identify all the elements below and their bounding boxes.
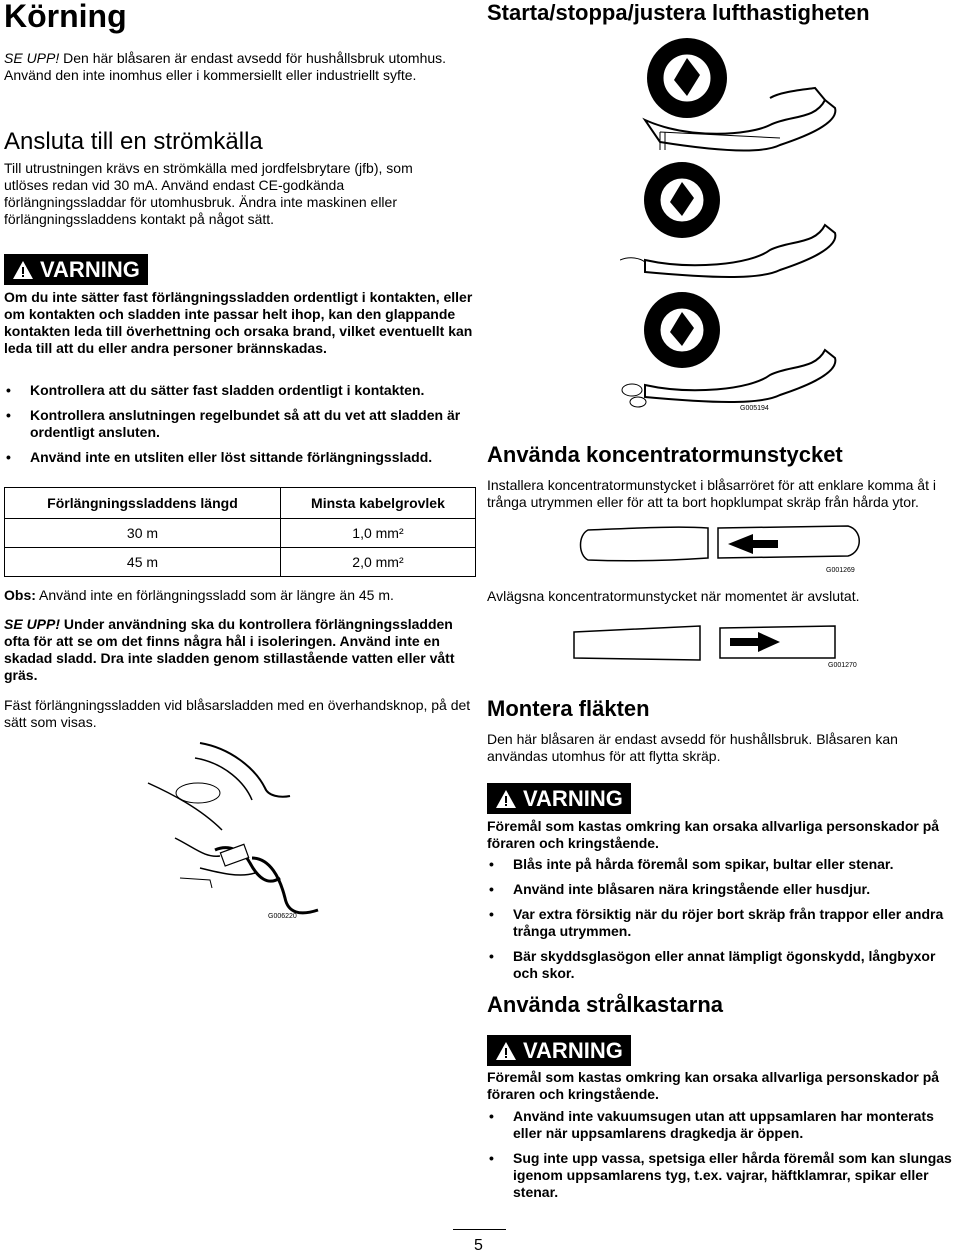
warning-banner [4, 254, 148, 285]
warning2-bullets [487, 856, 957, 990]
nozzle-install-illustration [578, 520, 878, 580]
warning-label: VARNING [40, 257, 140, 282]
figure-code: G005194 [740, 405, 769, 412]
speed-control-illustration [620, 30, 960, 415]
caution-text: Den här blåsaren är endast avsedd för hushållsbruk utomhus. Använd den inte inomhus eller i kommersiellt eller industriellt syfte. [4, 50, 447, 83]
caution-notice [4, 50, 474, 84]
jet-heading: Använda strålkastarna [487, 992, 723, 1017]
table-cell: 1,0 mm² [280, 519, 475, 548]
nozzle-text: Installera koncentratormunstycket i blåsarröret för att enklare komma åt i trånga utrymmen eller för att ta bort hopklumpat skräp från hårda ytor. [487, 477, 936, 510]
list-item: • Bär skyddsglasögon eller annat lämpligt ögonskydd, långbyxor och skor. [489, 948, 936, 981]
warning-label: VARNING [523, 1038, 623, 1063]
nozzle-remove-illustration [570, 618, 870, 678]
table-header: Förlängningssladdens längd [5, 488, 281, 519]
list-item: • Använd inte vakuumsugen utan att uppsamlaren har monterats eller när uppsamlarens dragkedja är öppen. [489, 1108, 934, 1141]
table-cell: 2,0 mm² [280, 548, 475, 577]
warning2-text: Föremål som kastas omkring kan orsaka allvarliga personskador på föraren och kringstående. [487, 818, 940, 851]
caution-label: SE UPP! [4, 616, 61, 632]
page-number: 5 [474, 1237, 483, 1254]
obs-label: Obs: [4, 587, 36, 603]
section-header: Starta/stoppa/justera lufthastigheten [487, 0, 870, 25]
nozzle-heading: Använda koncentratormunstycket [487, 442, 843, 467]
warning-triangle-icon [12, 260, 34, 280]
power-heading: Ansluta till en strömkälla [4, 128, 263, 155]
cord-table [4, 487, 476, 577]
attach-text: Fäst förlängningssladden vid blåsarsladden med en överhandsknop, på det sätt som visas. [4, 697, 471, 730]
warning1-bullets [4, 382, 480, 474]
figure-code: G001269 [826, 567, 855, 574]
obs-note [4, 587, 474, 604]
fan-heading: Montera fläkten [487, 696, 650, 721]
table-header: Minsta kabelgrovlek [280, 488, 475, 519]
warning-banner [487, 783, 631, 814]
list-item: • Var extra försiktig när du röjer bort skräp från trappor eller andra trånga utrymmen. [489, 906, 944, 939]
table-cell: 45 m [5, 548, 281, 577]
warning3-bullets [487, 1108, 957, 1209]
figure-code: G001270 [828, 662, 857, 669]
list-item: • Använd inte blåsaren nära kringstående eller husdjur. [489, 881, 871, 897]
page-title: Körning [4, 0, 127, 34]
warning3-text: Föremål som kastas omkring kan orsaka allvarliga personskador på föraren och kringstående. [487, 1069, 940, 1102]
obs-text: Använd inte en förlängningssladd som är längre än 45 m. [35, 587, 394, 603]
caution2-notice [4, 616, 476, 684]
list-item: • Sug inte upp vassa, spetsiga eller hårda föremål som kan slungas igenom uppsamlarens tyg, t.ex. vajrar, häftklamrar, spikar eller stenar. [489, 1150, 952, 1200]
power-text: Till utrustningen krävs en strömkälla med jordfelsbrytare (jfb), som utlöses redan vid 30 mA. Använd endast CE-godkända förlängningssladdar för utomhusbruk. Ändra inte maskinen eller förlängningssladdens kontakt på något sätt. [4, 160, 413, 227]
warning-label: VARNING [523, 786, 623, 811]
table-cell: 30 m [5, 519, 281, 548]
cord-knot-illustration [140, 738, 330, 938]
warning-triangle-icon [495, 789, 517, 809]
warning-triangle-icon [495, 1041, 517, 1061]
list-item: • Kontrollera att du sätter fast sladden ordentligt i kontakten. [6, 382, 425, 398]
footer-rule [453, 1229, 506, 1230]
nozzle-remove: Avlägsna koncentratormunstycket när momentet är avslutat. [487, 588, 860, 604]
figure-code: G006220 [268, 913, 297, 920]
caution2-text: Under användning ska du kontrollera förlängningssladden ofta för att se om det finns några hål i isoleringen. Använd inte en skadad sladd. Dra inte sladden genom stillastående vatten eller vått gräs. [4, 616, 455, 683]
caution-label: SE UPP! [4, 50, 60, 66]
warning-banner [487, 1035, 631, 1066]
list-item: • Blås inte på hårda föremål som spikar, bultar eller stenar. [489, 856, 894, 872]
warning1-text: Om du inte sätter fast förlängningssladden ordentligt i kontakten, eller om kontakten och sladden inte passar helt ihop, kan den glappande kontakten leda till överhettning och orsaka brand, vilket eventuellt kan leda till att du eller andra personer brännskadas. [4, 289, 473, 356]
list-item: • Använd inte en utsliten eller löst sittande förlängningssladd. [6, 449, 433, 465]
list-item: • Kontrollera anslutningen regelbundet så att du vet att sladden är ordentligt ansluten. [6, 407, 461, 440]
fan-text: Den här blåsaren är endast avsedd för hushållsbruk. Blåsaren kan användas utomhus för att flytta skräp. [487, 731, 898, 764]
